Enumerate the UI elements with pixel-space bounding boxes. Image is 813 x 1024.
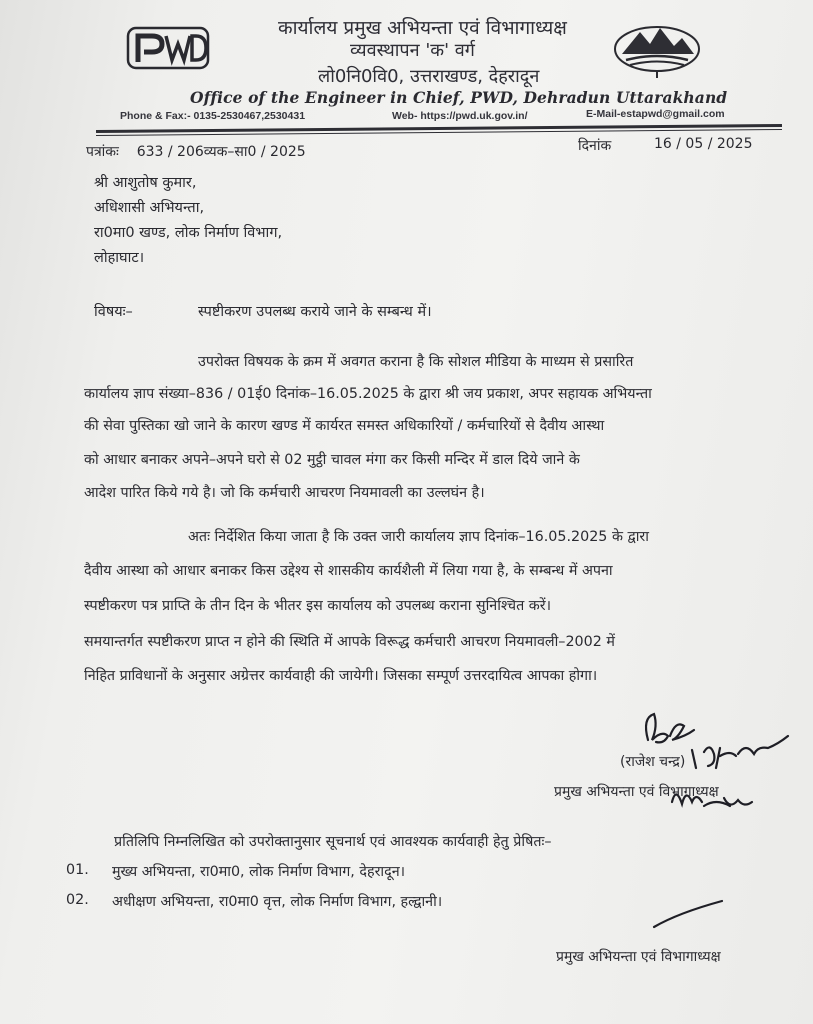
subject-text: स्पष्टीकरण उपलब्ध कराये जाने के सम्बन्ध में। xyxy=(198,304,432,320)
paragraph-line: समयान्तर्गत स्पष्टीकरण प्राप्त न होने की स्थिति में आपके विरूद्ध कर्मचारी आचरण नियमावली–2002 में xyxy=(84,634,615,650)
copy-recipient: मुख्य अभियन्ता, रा0मा0, लोक निर्माण विभाग, देहरादून। xyxy=(112,864,406,880)
header-office-name: कार्यालय प्रमुख अभियन्ता एवं विभागाध्यक्ष xyxy=(278,17,567,39)
paragraph-line: स्पष्टीकरण पत्र प्राप्ति के तीन दिन के भीतर इस कार्यालय को उपलब्ध कराना सुनिश्चित करें। xyxy=(84,598,552,614)
paragraph-line: दैवीय आस्था को आधार बनाकर किस उद्देश्य से शासकीय कार्यशैली में लिया गया है, के सम्बन्ध में अपना xyxy=(84,563,613,579)
signatory-title: प्रमुख अभियन्ता एवं विभागाध्यक्ष xyxy=(554,784,719,800)
reference-label: पत्रांकः xyxy=(86,144,119,160)
reference-number: 633 / 206व्यक–सा0 / 2025 xyxy=(136,144,306,160)
addressee-line: रा0मा0 खण्ड, लोक निर्माण विभाग, xyxy=(94,225,283,241)
date-label: दिनांक xyxy=(578,138,612,154)
addressee-line: अधिशासी अभियन्ता, xyxy=(94,200,205,216)
paragraph-line: को आधार बनाकर अपने–अपने घरो से 02 मुट्ठी चावल मंगा कर किसी मन्दिर में डाल दिये जाने के xyxy=(84,452,580,468)
signature-stroke-icon xyxy=(648,895,728,935)
date-value: 16 / 05 / 2025 xyxy=(654,136,753,152)
signatory-title-2: प्रमुख अभियन्ता एवं विभागाध्यक्ष xyxy=(556,949,721,965)
header-phone: Phone & Fax:- 0135-2530467,2530431 xyxy=(120,110,306,122)
paragraph-line: निहित प्राविधानों के अनुसार अग्रेत्तर कार्यवाही की जायेगी। जिसका सम्पूर्ण उत्तरदायित्व आपका होगा। xyxy=(84,668,598,684)
paragraph-line: उपरोक्त विषयक के क्रम में अवगत कराना है कि सोशल मीडिया के माध्यम से प्रसारित xyxy=(198,354,634,370)
copy-recipient: अधीक्षण अभियन्ता, रा0मा0 वृत्त, लोक निर्माण विभाग, हल्द्वानी। xyxy=(112,894,443,910)
copy-number: 01. xyxy=(66,862,89,878)
reference xyxy=(86,142,306,161)
paragraph-line: कार्यालय ज्ञाप संख्या–836 / 01ई0 दिनांक–16.05.2025 के द्वारा श्री जय प्रकाश, अपर सहायक अभियन्ता xyxy=(84,386,652,402)
uttarakhand-emblem-icon xyxy=(612,18,702,80)
paragraph-line: की सेवा पुस्तिका खो जाने के कारण खण्ड में कार्यरत समस्त अधिकारियों / कर्मचारियों से दैवीय आस्था xyxy=(84,418,605,434)
paragraph-line: आदेश पारित किये गये है। जो कि कर्मचारी आचरण नियमावली का उल्लघंन है। xyxy=(84,485,485,501)
pwd-logo-icon xyxy=(126,26,210,72)
addressee-line: श्री आशुतोष कुमार, xyxy=(94,175,197,191)
copy-number: 02. xyxy=(66,892,89,908)
header-section: व्यवस्थापन 'क' वर्ग xyxy=(350,40,475,61)
header-web: Web- https://pwd.uk.gov.in/ xyxy=(392,110,528,122)
header-english-title: Office of the Engineer in Chief, PWD, Dehradun Uttarakhand xyxy=(190,88,728,107)
addressee-line: लोहाघाट। xyxy=(94,250,145,266)
header-email: E-Mail-estapwd@gmail.com xyxy=(586,108,725,120)
signatory-name: (राजेश चन्द्र) xyxy=(620,754,686,770)
header-location: लो0नि0वि0, उत्तराखण्ड, देहरादून xyxy=(318,66,540,87)
paragraph-line: अतः निर्देशित किया जाता है कि उक्त जारी कार्यालय ज्ञाप दिनांक–16.05.2025 के द्वारा xyxy=(188,529,649,545)
subject-label: विषयः– xyxy=(94,304,133,320)
copy-intro: प्रतिलिपि निम्नलिखित को उपरोक्तानुसार सूचनार्थ एवं आवश्यक कार्यवाही हेतु प्रेषितः– xyxy=(114,834,552,850)
